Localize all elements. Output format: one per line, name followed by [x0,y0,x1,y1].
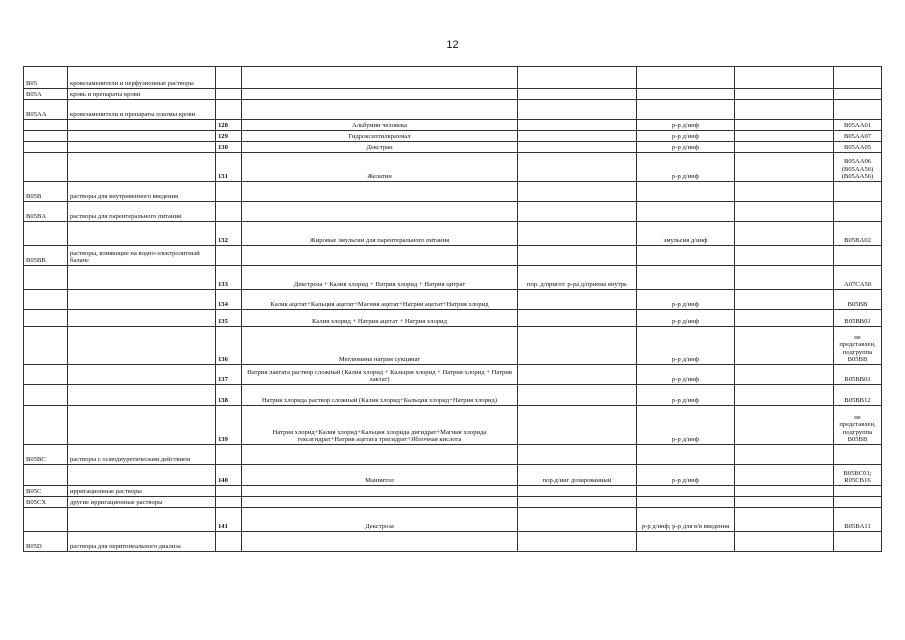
dosage-form-cell [518,142,637,153]
empty-cell [735,497,834,508]
release-form-cell: эмульсия д/инф [637,222,735,246]
item-number-cell [216,445,242,465]
release-form-cell [637,445,735,465]
empty-cell [735,327,834,365]
atc-code-cell: B05AA [24,100,68,120]
dosage-form-cell [518,445,637,465]
group-name-cell [68,131,216,142]
atc-code-cell [24,310,68,327]
release-form-cell [637,266,735,290]
atc-code-cell [24,465,68,486]
drug-table [23,66,882,552]
drug-name-cell: Маннитол [242,465,518,486]
item-number-cell [216,532,242,552]
empty-cell [735,365,834,385]
release-form-cell: р-р д/инф [637,365,735,385]
drug-name-cell [242,445,518,465]
atc-reference-cell: B05BA02 [834,222,882,246]
atc-code-cell: B05CX [24,497,68,508]
empty-cell [735,100,834,120]
item-number-cell: 132 [216,222,242,246]
release-form-cell: р-р д/инф [637,120,735,131]
item-number-cell: 136 [216,327,242,365]
page-number: 12 [446,39,459,51]
dosage-form-cell [518,131,637,142]
group-name-cell [68,465,216,486]
drug-name-cell: Желатин [242,153,518,182]
item-number-cell: 133 [216,266,242,290]
drug-name-cell [242,67,518,89]
group-name-cell [68,142,216,153]
atc-code-cell: B05BC [24,445,68,465]
table-row [24,182,882,202]
atc-reference-cell: B05AA06 (B05AA56) (B05AA56) [834,153,882,182]
drug-name-cell: Декстран [242,142,518,153]
dosage-form-cell [518,486,637,497]
group-name-cell [68,120,216,131]
atc-reference-cell: B05AA01 [834,120,882,131]
item-number-cell: 131 [216,153,242,182]
empty-cell [735,290,834,310]
table-body [24,67,882,552]
release-form-cell [637,182,735,202]
release-form-cell [637,100,735,120]
group-name-cell: кровь и препараты крови [68,89,216,100]
release-form-cell: р-р д/инф [637,131,735,142]
atc-reference-cell: B05AA07 [834,131,882,142]
dosage-form-cell: пор. д/пригот. р-ра д/приема внутрь [518,266,637,290]
atc-reference-cell: B05BA11 [834,508,882,532]
empty-cell [735,246,834,266]
group-name-cell [68,406,216,445]
group-name-cell [68,153,216,182]
table-row [24,508,882,532]
dosage-form-cell [518,365,637,385]
dosage-form-cell [518,406,637,445]
group-name-cell [68,327,216,365]
atc-reference-cell [834,246,882,266]
item-number-cell: 138 [216,385,242,406]
table-row [24,100,882,120]
release-form-cell: р-р д/инф [637,465,735,486]
release-form-cell: р-р д/инф [637,310,735,327]
table-row [24,327,882,365]
release-form-cell: р-р д/инф [637,153,735,182]
dosage-form-cell [518,202,637,222]
atc-reference-cell [834,182,882,202]
drug-name-cell: Натрия лактата раствор сложный (Калия хлорид + Кальция хлорид + Натрия хлорид + Натрия лактат) [242,365,518,385]
group-name-cell: растворы для внутривенного введения [68,182,216,202]
release-form-cell [637,89,735,100]
group-name-cell [68,290,216,310]
drug-name-cell: Натрия хлорида раствор сложный (Калия хлорид+Кальция хлорид+Натрия хлорид) [242,385,518,406]
empty-cell [735,222,834,246]
dosage-form-cell [518,120,637,131]
table-row [24,142,882,153]
release-form-cell [637,67,735,89]
release-form-cell [637,497,735,508]
drug-name-cell: Декстроза + Калия хлорид + Натрия хлорид + Натрия цитрат [242,266,518,290]
dosage-form-cell [518,327,637,365]
table-row [24,385,882,406]
empty-cell [735,486,834,497]
group-name-cell [68,222,216,246]
atc-code-cell [24,142,68,153]
release-form-cell [637,486,735,497]
group-name-cell [68,266,216,290]
dosage-form-cell [518,89,637,100]
table-row [24,310,882,327]
atc-code-cell [24,327,68,365]
table-row [24,486,882,497]
drug-name-cell [242,100,518,120]
item-number-cell: 135 [216,310,242,327]
item-number-cell: 137 [216,365,242,385]
atc-reference-cell [834,445,882,465]
empty-cell [735,266,834,290]
drug-name-cell: Жировые эмульсии для парентерального питания [242,222,518,246]
table-row [24,465,882,486]
table-row [24,89,882,100]
release-form-cell: р-р д/инф [637,142,735,153]
dosage-form-cell [518,222,637,246]
group-name-cell: растворы, влияющие на водно-электролитный баланс [68,246,216,266]
empty-cell [735,385,834,406]
atc-reference-cell [834,497,882,508]
atc-code-cell [24,120,68,131]
drug-name-cell [242,89,518,100]
item-number-cell [216,202,242,222]
drug-name-cell [242,182,518,202]
atc-code-cell [24,406,68,445]
item-number-cell: 129 [216,131,242,142]
atc-reference-cell [834,67,882,89]
group-name-cell [68,385,216,406]
item-number-cell [216,67,242,89]
atc-code-cell: B05D [24,532,68,552]
atc-code-cell [24,508,68,532]
group-name-cell: другие ирригационные растворы [68,497,216,508]
item-number-cell: 128 [216,120,242,131]
empty-cell [735,310,834,327]
empty-cell [735,153,834,182]
group-name-cell: кровезаменители и препараты плазмы крови [68,100,216,120]
release-form-cell: р-р д/инф [637,327,735,365]
drug-name-cell: Калия хлорид + Натрия ацетат + Натрия хлорид [242,310,518,327]
atc-code-cell [24,385,68,406]
atc-reference-cell [834,202,882,222]
empty-cell [735,131,834,142]
atc-reference-cell: B05BC01; R05CB16 [834,465,882,486]
dosage-form-cell [518,290,637,310]
dosage-form-cell: пор.д/инг дозированный [518,465,637,486]
atc-reference-cell: B05BB [834,290,882,310]
release-form-cell [637,532,735,552]
atc-reference-cell [834,486,882,497]
atc-code-cell [24,153,68,182]
atc-reference-cell: не представлен, подгруппа B05BB [834,327,882,365]
empty-cell [735,142,834,153]
atc-code-cell: B05 [24,67,68,89]
empty-cell [735,508,834,532]
atc-code-cell [24,266,68,290]
drug-name-cell: Натрия хлорид+Калия хлорид+Кальция хлорида дигидрат+Магния хлорида гексагидрат+Натрия ацетата тригидрат+Яблочная кислота [242,406,518,445]
empty-cell [735,120,834,131]
drug-name-cell: Альбумин человека [242,120,518,131]
item-number-cell: 140 [216,465,242,486]
drug-name-cell [242,246,518,266]
table-row [24,497,882,508]
release-form-cell [637,202,735,222]
atc-code-cell: B05C [24,486,68,497]
table-row [24,131,882,142]
table-row [24,246,882,266]
drug-name-cell: Гидроксиэтилкрахмал [242,131,518,142]
atc-reference-cell: A07CA50 [834,266,882,290]
item-number-cell: 141 [216,508,242,532]
drug-name-cell [242,532,518,552]
item-number-cell [216,246,242,266]
atc-reference-cell: B05BB12 [834,385,882,406]
group-name-cell [68,508,216,532]
atc-code-cell: B05BA [24,202,68,222]
dosage-form-cell [518,246,637,266]
group-name-cell: растворы для перитонеального диализа [68,532,216,552]
group-name-cell: растворы для парентерального питания [68,202,216,222]
item-number-cell: 139 [216,406,242,445]
dosage-form-cell [518,153,637,182]
atc-code-cell: B05BB [24,246,68,266]
empty-cell [735,532,834,552]
table-row [24,365,882,385]
item-number-cell [216,486,242,497]
dosage-form-cell [518,497,637,508]
table-row [24,266,882,290]
group-name-cell [68,310,216,327]
drug-name-cell: Меглюмина натрия сукцинат [242,327,518,365]
empty-cell [735,406,834,445]
atc-reference-cell [834,100,882,120]
table-row [24,290,882,310]
release-form-cell [637,246,735,266]
atc-code-cell [24,222,68,246]
release-form-cell: р-р д/инф [637,385,735,406]
table-row [24,222,882,246]
release-form-cell: р-р д/инф; р-р для в/в введения [637,508,735,532]
drug-name-cell: Декстроза [242,508,518,532]
release-form-cell: р-р д/инф [637,290,735,310]
atc-reference-cell: B05BB01 [834,310,882,327]
atc-reference-cell [834,532,882,552]
atc-code-cell [24,365,68,385]
dosage-form-cell [518,532,637,552]
dosage-form-cell [518,100,637,120]
table-row [24,406,882,445]
item-number-cell [216,182,242,202]
dosage-form-cell [518,310,637,327]
dosage-form-cell [518,67,637,89]
table-row [24,445,882,465]
table-row [24,202,882,222]
group-name-cell [68,365,216,385]
group-name-cell: кровезаменители и перфузионные растворы [68,67,216,89]
group-name-cell: ирригационные растворы [68,486,216,497]
table-row [24,67,882,89]
empty-cell [735,465,834,486]
empty-cell [735,89,834,100]
dosage-form-cell [518,508,637,532]
table-row [24,532,882,552]
dosage-form-cell [518,385,637,406]
atc-reference-cell [834,89,882,100]
drug-name-cell [242,486,518,497]
drug-name-cell [242,497,518,508]
atc-reference-cell: не представлен, подгруппа B05BB [834,406,882,445]
atc-code-cell: B05B [24,182,68,202]
item-number-cell [216,100,242,120]
atc-code-cell: B05A [24,89,68,100]
item-number-cell [216,89,242,100]
drug-name-cell: Калия ацетат+Кальция ацетат+Магния ацетат+Натрия ацетат+Натрия хлорид [242,290,518,310]
empty-cell [735,182,834,202]
atc-code-cell [24,290,68,310]
empty-cell [735,202,834,222]
empty-cell [735,67,834,89]
release-form-cell: р-р д/инф [637,406,735,445]
empty-cell [735,445,834,465]
dosage-form-cell [518,182,637,202]
item-number-cell: 130 [216,142,242,153]
group-name-cell: растворы с осмодиуретическим действием [68,445,216,465]
atc-code-cell [24,131,68,142]
atc-reference-cell: B05BB01 [834,365,882,385]
table-row [24,153,882,182]
item-number-cell: 134 [216,290,242,310]
item-number-cell [216,497,242,508]
atc-reference-cell: B05AA05 [834,142,882,153]
table-row [24,120,882,131]
drug-name-cell [242,202,518,222]
